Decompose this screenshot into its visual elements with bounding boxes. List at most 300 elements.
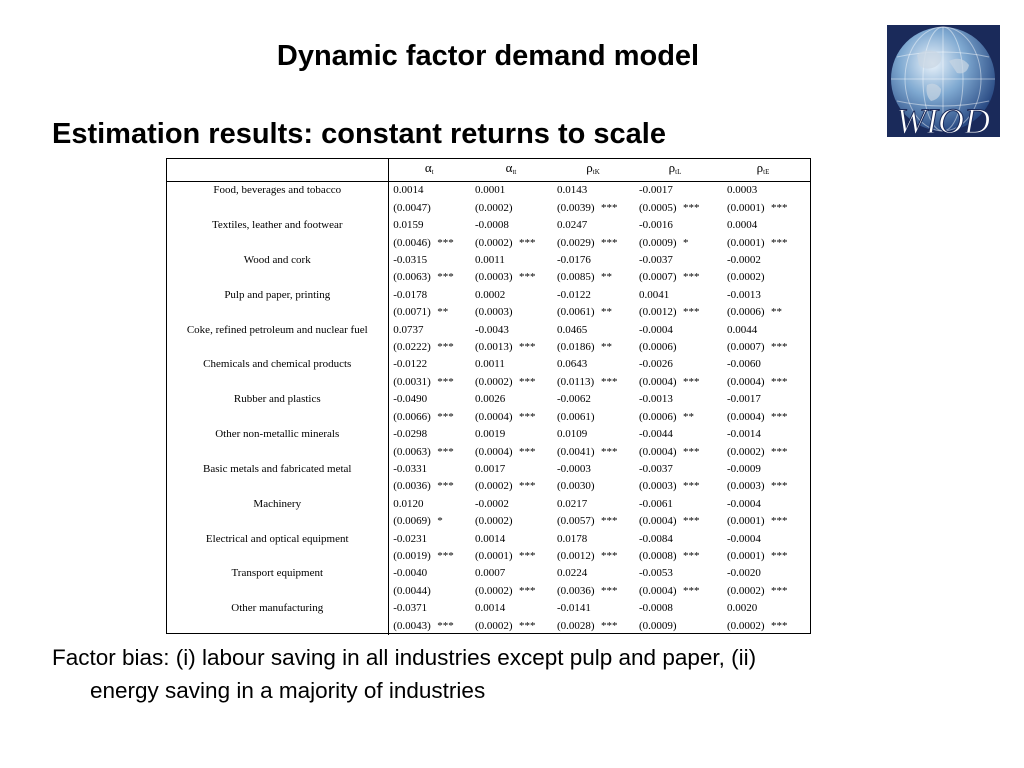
results-table-grid [167,159,810,635]
se-value: (0.0063) [393,271,431,284]
table-header-col-1 [470,159,552,182]
industry-label: Textiles, leather and footwear [167,217,388,234]
industry-blank [167,513,388,530]
se-cell [716,200,810,217]
significance-stars: *** [519,271,536,284]
se-value: (0.0013) [475,341,513,354]
coef-cell [552,426,634,443]
coef-value: -0.0060 [727,358,761,371]
coef-value: -0.0044 [639,428,673,441]
se-cell [552,339,634,356]
se-cell [634,618,716,635]
se-value: (0.0004) [727,375,765,388]
significance-stars: *** [437,271,454,284]
coef-cell [716,182,810,200]
se-value: (0.0001) [727,515,765,528]
coef-value: -0.0176 [557,254,591,267]
significance-stars: *** [683,201,700,214]
table-row-se [167,548,810,565]
industry-blank [167,269,388,286]
se-cell [716,339,810,356]
significance-stars: *** [519,619,536,632]
se-cell [634,269,716,286]
industry-blank [167,444,388,461]
coef-value: -0.0122 [393,358,428,371]
significance-stars: *** [771,549,788,562]
se-value: (0.0028) [557,619,595,632]
table-row-coef [167,531,810,548]
coef-value: -0.0017 [639,184,673,197]
significance-stars: *** [519,341,536,354]
significance-stars: *** [437,375,454,388]
header-subscript: tE [763,168,770,176]
coef-value: 0.0109 [557,428,588,441]
table-row-se [167,513,810,530]
se-cell [470,583,552,600]
header-subscript: tK [592,168,600,176]
table-row-se [167,583,810,600]
se-value: (0.0001) [727,549,765,562]
se-value: (0.0039) [557,201,595,214]
coef-value: -0.0037 [639,462,673,475]
se-cell [470,478,552,495]
se-cell [470,304,552,321]
significance-stars: *** [601,236,618,249]
coef-cell [634,600,716,617]
table-header-industry [167,159,388,182]
industry-label: Machinery [167,496,388,513]
industry-blank [167,200,388,217]
industry-label: Wood and cork [167,252,388,269]
footer-line-2: energy saving in a majority of industries [90,678,486,703]
coef-value: 0.0143 [557,184,588,197]
se-cell [716,409,810,426]
se-cell [634,235,716,252]
se-value: (0.0002) [727,619,765,632]
se-value: (0.0019) [393,549,431,562]
coef-cell [552,287,634,304]
industry-label: Other manufacturing [167,600,388,617]
se-value: (0.0002) [475,375,513,388]
table-header-col-4 [716,159,810,182]
se-value: (0.0029) [557,236,595,249]
coef-cell [634,322,716,339]
table-row-se [167,478,810,495]
footer-note [52,641,982,707]
significance-stars: *** [601,619,618,632]
se-value: (0.0113) [557,375,595,388]
coef-value: -0.0331 [393,462,428,475]
significance-stars: *** [771,410,788,423]
coef-cell [470,531,552,548]
coef-cell [552,182,634,200]
coef-cell [470,356,552,373]
table-row-se [167,374,810,391]
significance-stars: *** [437,236,454,249]
se-cell [634,304,716,321]
coef-value: 0.0247 [557,219,588,232]
coef-value: -0.0298 [393,428,428,441]
industry-blank [167,478,388,495]
coef-cell [716,217,810,234]
coef-value: -0.0009 [727,462,761,475]
se-cell [470,374,552,391]
coef-cell [634,531,716,548]
industry-blank [167,339,388,356]
coef-value: -0.0084 [639,532,673,545]
coef-cell [470,287,552,304]
significance-stars: *** [683,584,700,597]
se-value: (0.0002) [727,445,765,458]
significance-stars: ** [601,341,612,354]
se-cell [552,548,634,565]
se-cell [388,304,470,321]
coef-cell [388,182,470,200]
significance-stars: *** [519,584,536,597]
coef-value: 0.0041 [639,288,670,301]
se-cell [552,304,634,321]
coef-value: -0.0053 [639,567,673,580]
coef-value: 0.0014 [393,184,424,197]
se-cell [470,409,552,426]
significance-stars: *** [771,515,788,528]
significance-stars: *** [519,445,536,458]
coef-value: 0.0003 [727,184,758,197]
se-cell [716,583,810,600]
coef-cell [388,426,470,443]
se-cell [634,513,716,530]
coef-value: 0.0014 [475,532,506,545]
significance-stars: *** [601,201,618,214]
coef-cell [470,496,552,513]
se-cell [552,235,634,252]
se-value: (0.0003) [727,480,765,493]
table-row-coef [167,252,810,269]
se-cell [552,409,634,426]
se-cell [388,548,470,565]
se-value: (0.0030) [557,480,595,493]
se-cell [470,618,552,635]
se-cell [634,374,716,391]
se-value: (0.0001) [727,236,765,249]
se-value: (0.0002) [475,201,513,214]
significance-stars: *** [771,375,788,388]
industry-label: Other non-metallic minerals [167,426,388,443]
coef-value: 0.0737 [393,323,424,336]
coef-cell [552,252,634,269]
se-cell [388,269,470,286]
table-row-coef [167,426,810,443]
coef-cell [552,391,634,408]
coef-value: 0.0011 [475,254,505,267]
coef-value: -0.0013 [639,393,673,406]
coef-cell [470,217,552,234]
se-cell [470,513,552,530]
coef-cell [634,252,716,269]
coef-value: -0.0002 [475,497,509,510]
se-value: (0.0012) [557,549,595,562]
coef-cell [634,391,716,408]
se-cell [388,513,470,530]
se-cell [388,374,470,391]
se-value: (0.0063) [393,445,431,458]
se-cell [388,583,470,600]
coef-cell [716,565,810,582]
se-cell [388,478,470,495]
se-value: (0.0008) [639,549,677,562]
se-value: (0.0002) [475,584,513,597]
se-cell [470,444,552,461]
coef-value: 0.0020 [727,602,758,615]
significance-stars: *** [437,445,454,458]
coef-cell [634,496,716,513]
se-value: (0.0036) [393,480,431,493]
coef-value: -0.0026 [639,358,673,371]
se-value: (0.0009) [639,619,677,632]
table-row-coef [167,217,810,234]
coef-cell [634,461,716,478]
significance-stars: ** [771,306,782,319]
se-cell [388,409,470,426]
coef-value: -0.0004 [727,497,761,510]
se-value: (0.0057) [557,515,595,528]
significance-stars: *** [519,549,536,562]
se-value: (0.0003) [475,271,513,284]
header-symbol: ρ [586,160,593,175]
se-cell [552,269,634,286]
header-subscript: t [431,168,434,176]
coef-value: -0.0141 [557,602,591,615]
header-subscript: tL [675,168,682,176]
se-value: (0.0085) [557,271,595,284]
coef-value: -0.0062 [557,393,591,406]
coef-value: -0.0037 [639,254,673,267]
coef-cell [716,600,810,617]
coef-value: -0.0490 [393,393,428,406]
coef-value: -0.0013 [727,288,761,301]
se-value: (0.0046) [393,236,431,249]
industry-label: Pulp and paper, printing [167,287,388,304]
coef-value: -0.0008 [475,219,509,232]
se-cell [470,235,552,252]
coef-cell [388,600,470,617]
significance-stars: *** [601,584,618,597]
coef-value: 0.0178 [557,532,588,545]
significance-stars: *** [771,480,788,493]
se-value: (0.0002) [475,515,513,528]
se-cell [470,269,552,286]
coef-cell [552,565,634,582]
se-value: (0.0004) [639,584,677,597]
table-row-se [167,409,810,426]
significance-stars: *** [437,480,454,493]
coef-cell [716,531,810,548]
se-cell [552,200,634,217]
coef-cell [388,322,470,339]
se-cell [470,339,552,356]
se-value: (0.0001) [475,549,513,562]
table-row-se [167,269,810,286]
se-cell [552,583,634,600]
header-symbol: α [505,160,513,175]
coef-cell [388,391,470,408]
se-value: (0.0012) [639,306,677,319]
se-value: (0.0036) [557,584,595,597]
coef-value: -0.0004 [727,532,761,545]
coef-value: 0.0019 [475,428,506,441]
se-cell [552,478,634,495]
se-cell [552,618,634,635]
slide-title: Dynamic factor demand model [276,40,700,72]
coef-value: 0.0026 [475,393,506,406]
se-cell [716,444,810,461]
se-cell [388,200,470,217]
coef-cell [470,565,552,582]
coef-cell [470,600,552,617]
se-value: (0.0222) [393,341,431,354]
coef-value: 0.0224 [557,567,588,580]
se-value: (0.0001) [727,201,765,214]
se-cell [470,200,552,217]
coef-cell [634,182,716,200]
significance-stars: *** [601,445,618,458]
table-row-coef [167,391,810,408]
table-row-coef [167,287,810,304]
se-cell [388,339,470,356]
se-value: (0.0005) [639,201,677,214]
coef-value: -0.0061 [639,497,673,510]
wiod-logo [887,25,1000,137]
se-cell [634,409,716,426]
coef-value: 0.0007 [475,567,506,580]
se-value: (0.0043) [393,619,431,632]
industry-blank [167,374,388,391]
se-value: (0.0007) [727,341,765,354]
significance-stars: *** [771,341,788,354]
se-value: (0.0186) [557,341,595,354]
coef-cell [552,600,634,617]
se-value: (0.0002) [475,619,513,632]
coef-value: -0.0014 [727,428,761,441]
industry-label: Coke, refined petroleum and nuclear fuel [167,322,388,339]
coef-cell [716,252,810,269]
significance-stars: *** [519,410,536,423]
se-cell [634,583,716,600]
coef-value: -0.0371 [393,602,428,615]
header-subscript: tt [512,168,517,176]
se-cell [716,269,810,286]
se-cell [388,444,470,461]
se-value: (0.0006) [639,341,677,354]
coef-cell [470,322,552,339]
significance-stars: *** [437,410,454,423]
coef-value: -0.0002 [727,254,761,267]
coef-cell [552,356,634,373]
header-symbol: ρ [668,160,676,175]
coef-cell [388,356,470,373]
coef-cell [388,461,470,478]
coef-value: -0.0020 [727,567,761,580]
coef-value: -0.0008 [639,602,673,615]
se-cell [470,548,552,565]
coef-cell [470,252,552,269]
significance-stars: ** [601,306,612,319]
table-row-coef [167,356,810,373]
se-value: (0.0004) [475,410,513,423]
se-value: (0.0066) [393,410,431,423]
se-cell [716,304,810,321]
se-value: (0.0004) [639,515,677,528]
coef-value: -0.0043 [475,323,509,336]
se-cell [388,618,470,635]
coef-cell [716,461,810,478]
se-value: (0.0004) [639,445,677,458]
globe-icon [887,25,1000,137]
se-value: (0.0006) [639,410,677,423]
coef-cell [552,322,634,339]
table-row-se [167,200,810,217]
coef-cell [634,565,716,582]
table-row-se [167,339,810,356]
coef-value: -0.0017 [727,393,761,406]
se-value: (0.0069) [393,515,431,528]
industry-blank [167,304,388,321]
coef-value: 0.0011 [475,358,505,371]
se-cell [552,374,634,391]
se-cell [552,444,634,461]
significance-stars: ** [683,410,694,423]
industry-blank [167,548,388,565]
se-value: (0.0009) [639,236,677,249]
significance-stars: ** [437,306,449,319]
coef-cell [552,496,634,513]
se-cell [388,235,470,252]
coef-cell [716,356,810,373]
industry-blank [167,618,388,635]
se-cell [716,548,810,565]
se-cell [634,444,716,461]
industry-label: Chemicals and chemical products [167,356,388,373]
coef-cell [388,287,470,304]
coef-cell [552,217,634,234]
coef-value: 0.0004 [727,219,758,232]
footer-line-1: Factor bias: (i) labour saving in all industries except pulp and paper, (ii) [52,645,757,670]
coef-cell [470,426,552,443]
significance-stars: *** [683,306,700,319]
se-value: (0.0002) [475,236,513,249]
coef-cell [716,496,810,513]
significance-stars: *** [683,549,700,562]
se-value: (0.0044) [393,584,431,597]
header-symbol: ρ [756,160,764,175]
significance-stars: *** [683,271,700,284]
table-row-coef [167,461,810,478]
se-value: (0.0003) [639,480,677,493]
se-cell [716,235,810,252]
se-value: (0.0004) [475,445,513,458]
se-value: (0.0007) [639,271,677,284]
estimation-results-table [166,158,811,634]
se-cell [716,618,810,635]
coef-cell [716,287,810,304]
coef-value: -0.0178 [393,288,428,301]
se-value: (0.0002) [727,584,765,597]
coef-cell [716,322,810,339]
significance-stars: *** [519,480,536,493]
table-row-se [167,235,810,252]
significance-stars: *** [771,584,788,597]
se-value: (0.0002) [475,480,513,493]
